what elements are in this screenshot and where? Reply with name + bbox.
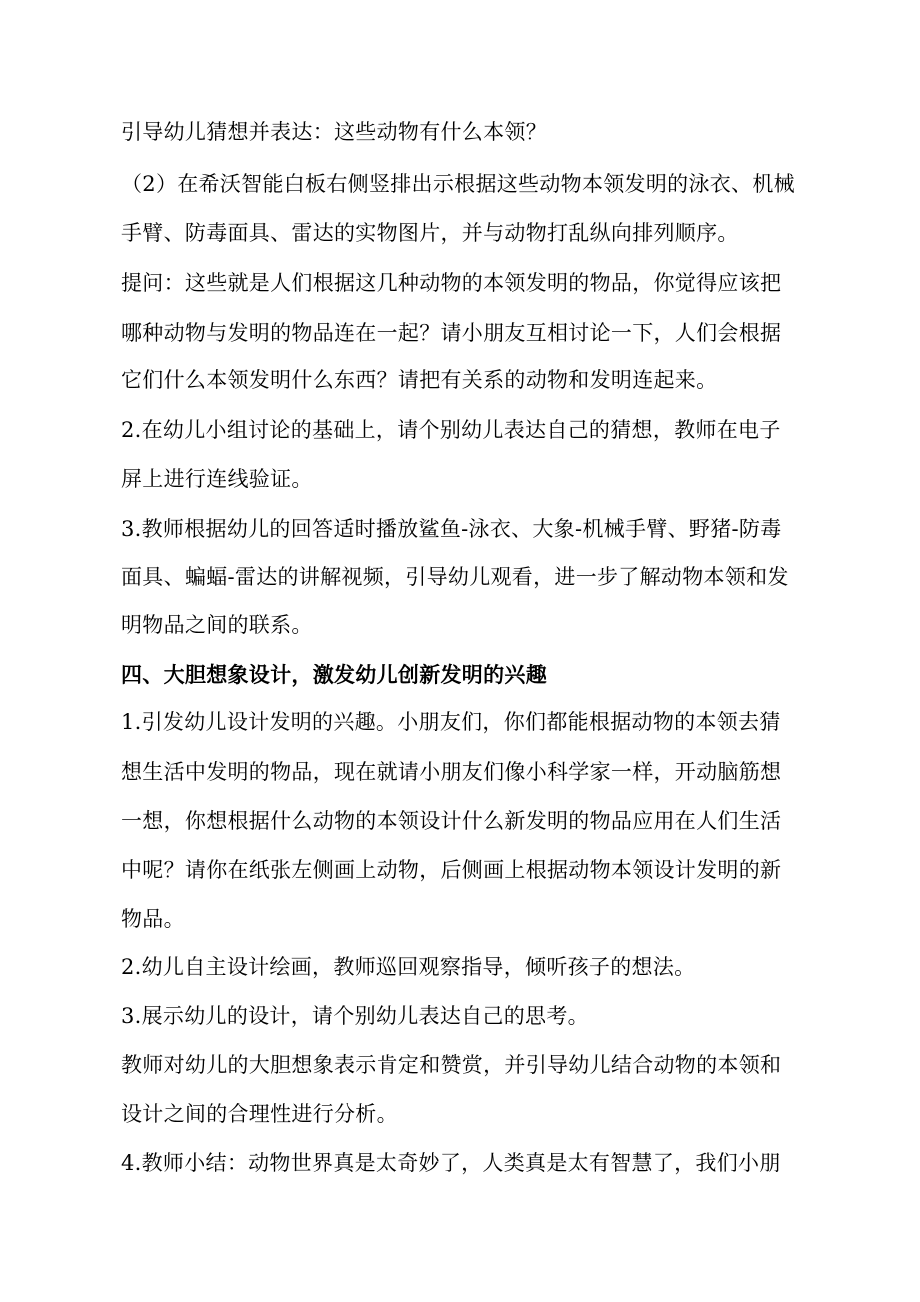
text-line: 屏上进行连线验证。 [121, 467, 313, 491]
text-line: 3.教师根据幼儿的回答适时播放鲨鱼-泳衣、大象-机械手臂、野猪-防毒 [121, 517, 782, 541]
text-line: 一想，你想根据什么动物的本领设计什么新发明的物品应用在人们生活 [121, 809, 782, 833]
text-line: 哪种动物与发明的物品连在一起？请小朋友互相讨论一下，人们会根据 [121, 321, 782, 345]
text-line: 2.幼儿自主设计绘画，教师巡回观察指导，倾听孩子的想法。 [121, 955, 696, 979]
section-heading: 四、大胆想象设计，激发幼儿创新发明的兴趣 [121, 662, 547, 687]
text-line: 它们什么本领发明什么东西？请把有关系的动物和发明连起来。 [121, 368, 718, 392]
text-line: 3.展示幼儿的设计，请个别幼儿表达自己的思考。 [121, 1004, 589, 1028]
text-line: 教师对幼儿的大胆想象表示肯定和赞赏，并引导幼儿结合动物的本领和 [121, 1053, 782, 1077]
text-line: 提问：这些就是人们根据这几种动物的本领发明的物品，你觉得应该把 [121, 271, 782, 295]
text-line: 手臂、防毒面具、雷达的实物图片，并与动物打乱纵向排列顺序。 [121, 221, 739, 245]
text-line: 4.教师小结：动物世界真是太奇妙了，人类真是太有智慧了，我们小朋 [121, 1151, 781, 1175]
text-line: 物品。 [121, 907, 185, 931]
text-line: 1.引发幼儿设计发明的兴趣。小朋友们，你们都能根据动物的本领去猜 [121, 710, 781, 734]
text-line: 2.在幼儿小组讨论的基础上，请个别幼儿表达自己的猜想，教师在电子 [121, 418, 781, 442]
text-line: 中呢？请你在纸张左侧画上动物，后侧画上根据动物本领设计发明的新 [121, 858, 782, 882]
text-line: 引导幼儿猜想并表达：这些动物有什么本领？ [121, 120, 547, 144]
text-line: 想生活中发明的物品，现在就请小朋友们像小科学家一样，开动脑筋想 [121, 760, 782, 784]
text-line: 明物品之间的联系。 [121, 613, 313, 637]
text-line: 面具、蝙蝠-雷达的讲解视频，引导幼儿观看，进一步了解动物本领和发 [121, 565, 789, 589]
text-line: （2）在希沃智能白板右侧竖排出示根据这些动物本领发明的泳衣、机械 [121, 172, 795, 196]
text-line: 设计之间的合理性进行分析。 [121, 1102, 398, 1126]
